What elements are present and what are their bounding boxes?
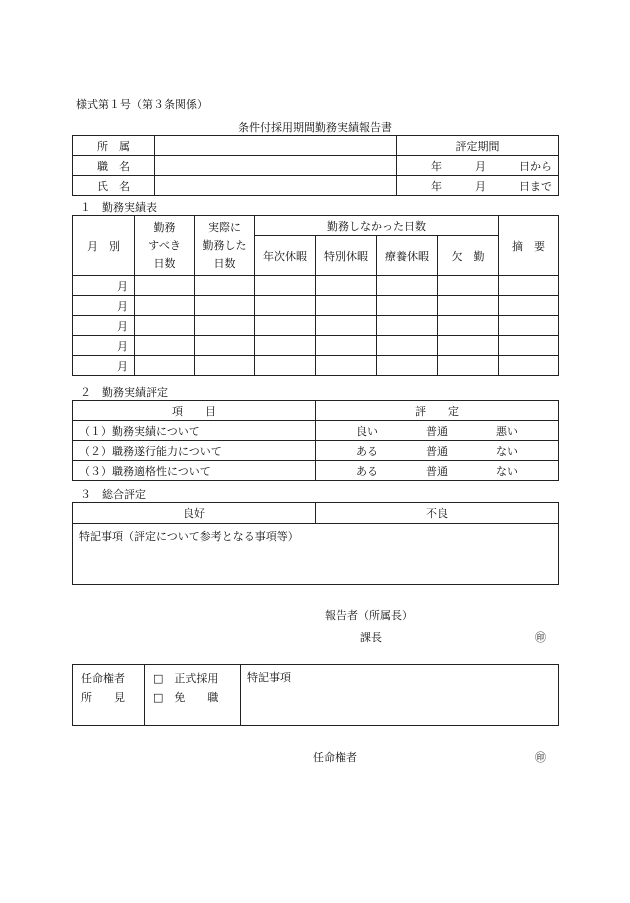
position-field[interactable]: [155, 156, 397, 176]
cell[interactable]: [135, 336, 195, 356]
cell[interactable]: [438, 316, 499, 336]
appointer-notes-label: 特記事項: [247, 671, 291, 684]
table-row: [73, 356, 559, 376]
cell[interactable]: [438, 276, 499, 296]
cell[interactable]: [377, 296, 438, 316]
reporter-label: 報告者（所属長）: [325, 609, 413, 622]
overall-table: [72, 502, 559, 585]
label-eval-period: 評定期間: [397, 136, 559, 156]
option-dismissal[interactable]: □ 免 職: [153, 691, 219, 704]
col-medical-leave: 療養休暇: [377, 236, 438, 276]
cell[interactable]: [135, 276, 195, 296]
evaluation-table: [72, 400, 559, 481]
month-cell[interactable]: 月: [73, 336, 135, 356]
name-field[interactable]: [155, 176, 397, 196]
table-row: [73, 276, 559, 296]
cell[interactable]: [255, 296, 316, 316]
attendance-table: [72, 215, 559, 376]
eval-rating-3[interactable]: [316, 461, 559, 481]
cell[interactable]: [195, 316, 255, 336]
period-to[interactable]: [397, 176, 559, 196]
reporter-seal-icon: ㊞: [535, 631, 546, 644]
appointer-options: [145, 665, 241, 726]
eval-item-3: （３）職務適格性について: [73, 461, 316, 481]
to-month: 月: [475, 179, 486, 193]
appointer-label-1: 任命権者: [81, 672, 125, 685]
cell[interactable]: [377, 316, 438, 336]
appointer-notes[interactable]: [241, 665, 559, 726]
label-affiliation: 所 属: [73, 136, 155, 156]
period-from[interactable]: [397, 156, 559, 176]
cell[interactable]: [316, 356, 377, 376]
table-row: [73, 336, 559, 356]
appointer-box: [72, 664, 559, 726]
from-year: 年: [431, 159, 442, 173]
overall-notes-label: 特記事項（評定について参考となる事項等）: [79, 530, 299, 543]
overall-bad[interactable]: 不良: [316, 503, 559, 524]
rating-option[interactable]: ない: [496, 444, 518, 458]
col-remarks: 摘 要: [499, 216, 559, 276]
table-row: [73, 316, 559, 336]
reporter-title: 課長: [360, 631, 382, 644]
appointer-seal-icon: ㊞: [535, 751, 546, 764]
col-absence: 欠 勤: [438, 236, 499, 276]
rating-option[interactable]: ある: [356, 444, 378, 458]
col-month: 月 別: [73, 216, 135, 276]
section2-heading: ２ 勤務実績評定: [80, 386, 168, 399]
appointer-label-2: 所 見: [81, 691, 125, 704]
label-name: 氏 名: [73, 176, 155, 196]
rating-option[interactable]: 良い: [356, 424, 378, 438]
col-annual-leave: 年次休暇: [255, 236, 316, 276]
appointer-opinion-label: [73, 665, 145, 726]
to-year: 年: [431, 179, 442, 193]
cell[interactable]: [377, 356, 438, 376]
cell[interactable]: [499, 356, 559, 376]
col-actual-line1: 実際に: [208, 220, 241, 234]
rating-option[interactable]: 悪い: [496, 424, 518, 438]
table-row: [73, 461, 559, 481]
cell[interactable]: [316, 336, 377, 356]
col-rating: 評 定: [316, 401, 559, 421]
option-formal-appointment[interactable]: □ 正式採用: [153, 672, 219, 685]
cell[interactable]: [135, 356, 195, 376]
cell[interactable]: [377, 336, 438, 356]
table-row: [73, 421, 559, 441]
eval-rating-2[interactable]: [316, 441, 559, 461]
rating-option[interactable]: 普通: [426, 444, 448, 458]
table-row: [73, 296, 559, 316]
eval-rating-1[interactable]: [316, 421, 559, 441]
col-actual-days: [195, 216, 255, 276]
month-cell[interactable]: 月: [73, 356, 135, 376]
cell[interactable]: [255, 316, 316, 336]
col-actual-line2: 勤務した: [202, 238, 247, 252]
col-should-line1: 勤務: [153, 220, 176, 234]
form-number: 様式第１号（第３条関係）: [76, 98, 208, 111]
col-should-line2: すべき: [148, 238, 181, 252]
cell[interactable]: [499, 296, 559, 316]
eval-item-2: （２）職務遂行能力について: [73, 441, 316, 461]
overall-good[interactable]: 良好: [73, 503, 316, 524]
cell[interactable]: [316, 276, 377, 296]
cell[interactable]: [255, 336, 316, 356]
col-absent-group: 勤務しなかった日数: [255, 216, 499, 236]
cell[interactable]: [438, 356, 499, 376]
cell[interactable]: [195, 336, 255, 356]
cell[interactable]: [255, 276, 316, 296]
to-day: 日まで: [519, 179, 552, 193]
col-should-line3: 日数: [153, 256, 176, 270]
cell[interactable]: [438, 336, 499, 356]
section1-heading: １ 勤務実績表: [80, 201, 157, 214]
cell[interactable]: [135, 296, 195, 316]
month-cell[interactable]: 月: [73, 296, 135, 316]
col-item: 項 目: [73, 401, 316, 421]
rating-option[interactable]: ある: [356, 464, 378, 478]
from-month: 月: [475, 159, 486, 173]
overall-notes[interactable]: [73, 524, 559, 585]
col-special-leave: 特別休暇: [316, 236, 377, 276]
cell[interactable]: [316, 316, 377, 336]
cell[interactable]: [377, 276, 438, 296]
rating-option[interactable]: 普通: [426, 424, 448, 438]
section3-heading: ３ 総合評定: [80, 488, 146, 501]
appointer-label: 任命権者: [313, 751, 357, 764]
cell[interactable]: [499, 336, 559, 356]
col-actual-line3: 日数: [213, 256, 236, 270]
rating-option[interactable]: ない: [496, 464, 518, 478]
cell[interactable]: [499, 316, 559, 336]
cell[interactable]: [195, 276, 255, 296]
affiliation-field[interactable]: [155, 136, 397, 156]
cell[interactable]: [316, 296, 377, 316]
table-row: [73, 441, 559, 461]
cell[interactable]: [255, 356, 316, 376]
cell[interactable]: [135, 316, 195, 336]
page-title: 条件付採用期間勤務実績報告書: [238, 121, 392, 134]
month-cell[interactable]: 月: [73, 276, 135, 296]
label-position: 職 名: [73, 156, 155, 176]
col-should-days: [135, 216, 195, 276]
cell[interactable]: [499, 276, 559, 296]
from-day: 日から: [519, 159, 552, 173]
month-cell[interactable]: 月: [73, 316, 135, 336]
header-table: [72, 135, 559, 196]
eval-item-1: （１）勤務実績について: [73, 421, 316, 441]
rating-option[interactable]: 普通: [426, 464, 448, 478]
cell[interactable]: [438, 296, 499, 316]
cell[interactable]: [195, 356, 255, 376]
cell[interactable]: [195, 296, 255, 316]
